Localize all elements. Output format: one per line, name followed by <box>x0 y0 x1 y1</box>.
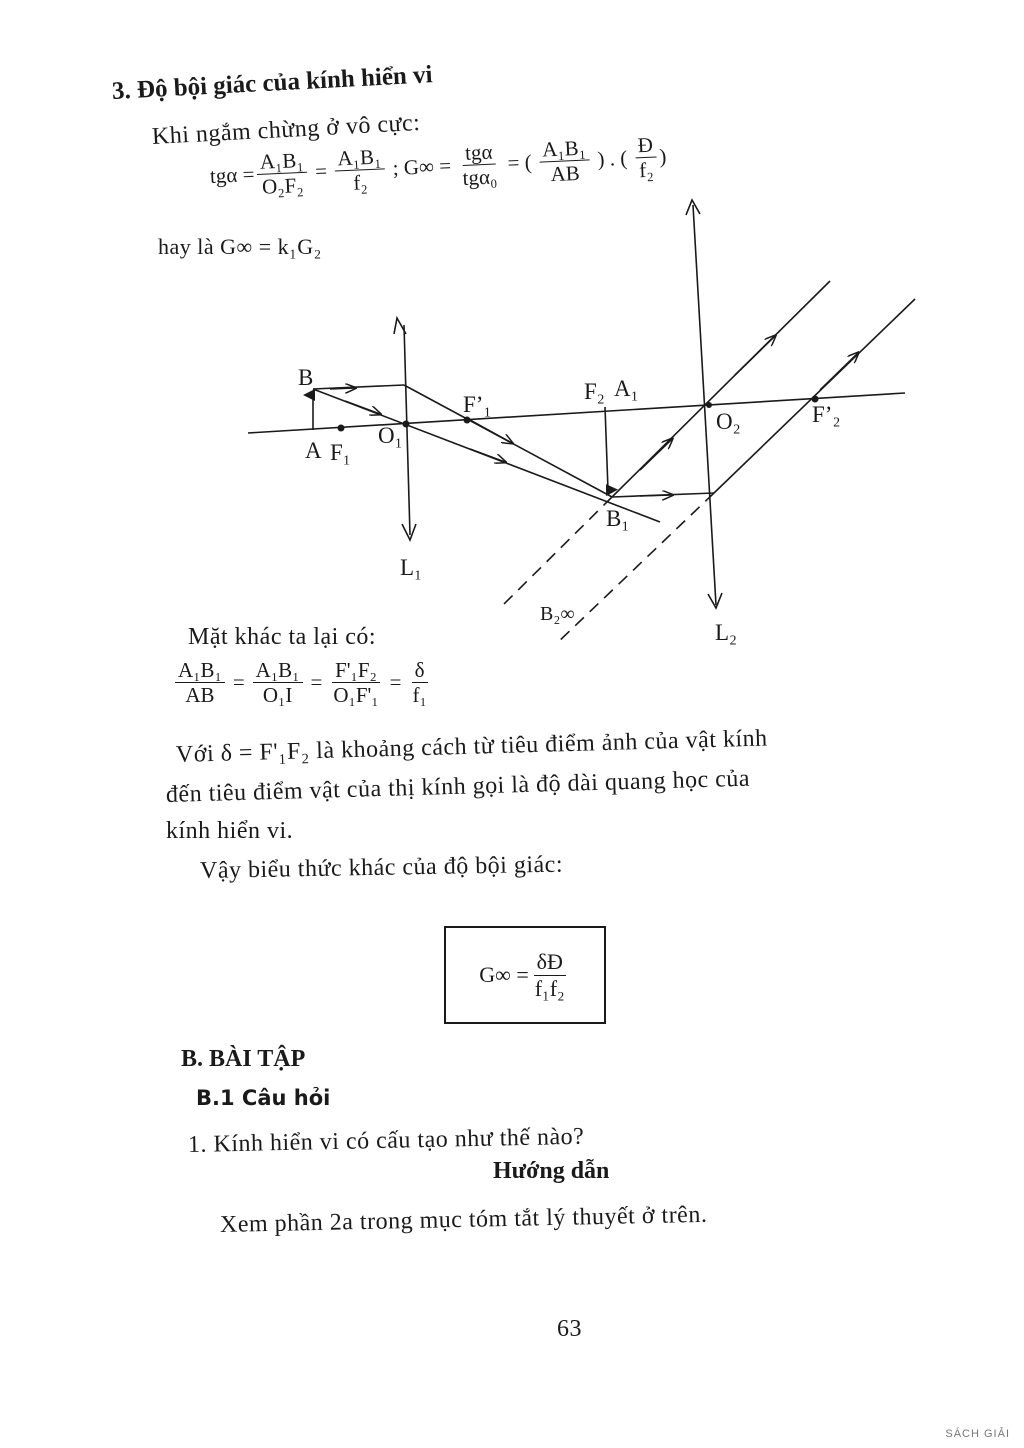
denominator: O₁F'₁ <box>333 683 379 708</box>
ray-arrow <box>470 449 505 462</box>
denominator: f₂ <box>352 170 369 195</box>
boxed-formula <box>444 926 606 1024</box>
numerator: δ <box>412 658 428 683</box>
formula-lhs: G∞ = <box>479 962 529 987</box>
operator: = ( <box>507 150 533 176</box>
operator: ) . ( <box>596 145 628 172</box>
exercises-subheading: B.1 Câu hỏi <box>196 1086 331 1110</box>
watermark-logo: SÁCH GIẢI <box>945 1428 1010 1440</box>
optical-axis <box>248 393 905 433</box>
ray-arrow <box>470 420 512 443</box>
label-b2-infinity: B₂∞ <box>540 603 575 625</box>
numerator: A₁B₁ <box>253 658 303 683</box>
label-o1: O₁ <box>378 423 403 448</box>
question-1: 1. Kính hiển vi có cấu tạo như thế nào? <box>187 1123 585 1158</box>
paragraph-line-3: kính hiển vi. <box>166 818 294 844</box>
numerator: A₁B₁ <box>256 148 307 175</box>
formula-g-infinity: hay là G∞ = k₁G₂ <box>158 234 322 259</box>
label-l2: L₂ <box>715 620 738 645</box>
guide-heading: Hướng dẫn <box>493 1158 610 1184</box>
denominator: tgα₀ <box>462 164 498 191</box>
paragraph-line-1: Với δ = F'₁F₂ là khoảng cách từ tiêu điểm ảnh của vật kính <box>175 725 768 768</box>
label-b1: B₁ <box>606 506 630 531</box>
operator: ) <box>658 144 667 169</box>
ray-arrow <box>330 388 355 389</box>
label-o2: O₂ <box>716 409 741 434</box>
exercises-heading: B. BÀI TẬP <box>181 1046 306 1072</box>
denominator: f₁f₂ <box>534 975 565 1001</box>
numerator: A₁B₁ <box>175 658 225 683</box>
ray-arrow <box>640 439 672 470</box>
label-b: B <box>298 365 314 390</box>
label-f1: F₁ <box>330 440 351 465</box>
image-a1b1 <box>605 407 608 490</box>
fraction <box>253 658 303 707</box>
point-o1 <box>403 421 410 428</box>
formula-ratio <box>172 658 433 707</box>
denominator: AB <box>550 161 581 187</box>
fraction <box>532 949 568 1001</box>
label-a: A <box>305 438 322 463</box>
label-l1: L₁ <box>400 555 423 580</box>
paragraph-line-2: đến tiêu điểm vật của thị kính gọi là độ dài quang học của <box>165 765 751 808</box>
ray-parallel-1 <box>313 385 404 389</box>
page-number: 63 <box>557 1316 582 1342</box>
label-f2: F₂ <box>584 379 605 404</box>
label-a1: A₁ <box>614 376 639 401</box>
section-heading: 3. Độ bội giác của kính hiển vi <box>111 61 434 105</box>
numerator: tgα <box>462 140 496 167</box>
denominator: AB <box>185 683 215 708</box>
numerator: A₁B₁ <box>334 144 385 171</box>
label-f2-prime: F’₂ <box>812 402 841 427</box>
denominator: O₂F₂ <box>261 173 305 199</box>
operator: = <box>389 670 402 695</box>
point-f1-prime <box>464 417 471 424</box>
denominator: f₂ <box>638 157 655 183</box>
ray-arrow <box>640 495 672 496</box>
ray-arrow <box>345 401 380 414</box>
intro-text: Khi ngắm chừng ở vô cực: <box>151 109 421 150</box>
virtual-ray-2 <box>555 493 714 645</box>
fraction <box>175 658 225 707</box>
fraction <box>330 658 381 707</box>
operator: = <box>310 670 323 695</box>
point-o2 <box>706 402 712 408</box>
operator: ; G∞ = <box>392 153 452 181</box>
operator: = <box>232 670 245 695</box>
ray-arrow <box>820 353 858 390</box>
fraction <box>409 658 429 707</box>
ray-arrow <box>735 336 775 375</box>
answer-text: Xem phần 2a trong mục tóm tắt lý thuyết ở trên. <box>219 1201 708 1238</box>
denominator: f₁ <box>412 683 427 708</box>
formula-lhs: tgα = <box>209 162 255 189</box>
numerator: Đ <box>634 133 656 159</box>
operator: = <box>314 159 328 184</box>
virtual-ray-1 <box>503 497 612 605</box>
point-f1 <box>338 425 345 432</box>
numerator: F'₁F₂ <box>332 658 380 683</box>
label-f1-prime: F’₁ <box>463 392 492 417</box>
part2-intro: Mặt khác ta lại có: <box>188 624 377 650</box>
paragraph-line-4: Vậy biểu thức khác của độ bội giác: <box>199 851 564 884</box>
denominator: O₁I <box>262 683 293 708</box>
numerator: A₁B₁ <box>539 135 590 162</box>
numerator: δĐ <box>534 949 566 975</box>
lens-l1 <box>404 325 410 535</box>
